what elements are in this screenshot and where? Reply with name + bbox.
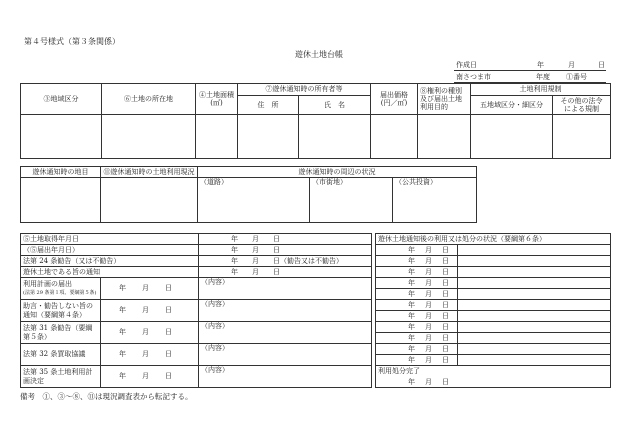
month-unit: 月 (142, 284, 149, 293)
notification-date-cell[interactable] (199, 245, 372, 256)
advice-content-cell[interactable] (199, 300, 372, 322)
month-unit: 月 (425, 300, 432, 309)
day-unit: 日 (442, 355, 449, 364)
public-label: （公共投資） (395, 178, 437, 186)
year-unit: 年 (408, 311, 415, 320)
table-row (376, 300, 611, 311)
table-row (21, 245, 372, 256)
date-underline (454, 70, 606, 71)
month-unit: 月 (425, 267, 432, 276)
disposal-detail-cell[interactable] (458, 278, 611, 289)
rights-cell[interactable] (418, 115, 471, 159)
year-unit: 年 (119, 350, 126, 359)
day-unit: 日 (442, 289, 449, 298)
day-unit: 日 (165, 306, 172, 315)
year-unit: 年 (408, 355, 415, 364)
month-unit: 月 (252, 267, 259, 276)
table-row (376, 289, 611, 300)
disposal-status-table (375, 233, 611, 388)
article31-content-cell[interactable] (199, 322, 372, 344)
procedure-table (20, 233, 372, 388)
disposal-detail-cell[interactable] (458, 300, 611, 311)
other-regulation-header (553, 96, 611, 115)
road-cell[interactable] (198, 178, 310, 223)
use-plan-sublabel: (法第 29 条第１項、要綱第５条) (23, 290, 97, 297)
created-month-unit: 月 (568, 61, 575, 69)
disposal-date-cell[interactable] (376, 322, 458, 333)
year-unit: 年 (119, 328, 126, 337)
day-unit: 日 (165, 372, 172, 381)
disposal-date-cell[interactable] (376, 267, 458, 278)
day-unit: 日 (442, 333, 449, 342)
disposal-date-cell[interactable] (376, 344, 458, 355)
disposal-detail-cell[interactable] (458, 355, 611, 366)
content-label: （内容） (201, 300, 229, 308)
road-label: （道路） (200, 178, 228, 186)
month-unit: 月 (425, 311, 432, 320)
month-unit: 月 (425, 322, 432, 331)
other-line-1: その他の法令 (560, 96, 603, 105)
year-unit: 年 (408, 256, 415, 265)
year-unit: 年 (231, 256, 238, 265)
notification-status-table (20, 166, 477, 223)
disposal-detail-cell[interactable] (458, 344, 611, 355)
use-plan-date-cell[interactable] (101, 278, 199, 300)
day-unit: 日 (165, 328, 172, 337)
month-unit: 月 (252, 256, 259, 265)
number-label: ①番号 (566, 73, 587, 81)
land-info-data-row (21, 115, 611, 159)
disposal-date-cell[interactable] (376, 300, 458, 311)
content-label: （内容） (201, 278, 229, 286)
article32-content-cell[interactable] (199, 344, 372, 366)
year-unit: 年 (408, 300, 415, 309)
table-row (376, 355, 611, 366)
month-unit: 月 (425, 377, 432, 386)
month-unit: 月 (425, 333, 432, 342)
day-unit: 日 (442, 267, 449, 276)
created-year-unit: 年 (537, 61, 544, 69)
other-line-2: による規制 (564, 105, 599, 113)
month-unit: 月 (142, 306, 149, 315)
table-row (21, 300, 372, 322)
disposal-detail-cell[interactable] (458, 256, 611, 267)
advice-label: 助言・勧告しない旨の通知（要綱第４条） (21, 300, 101, 322)
other-regulation-cell[interactable] (553, 115, 611, 159)
year-unit: 年 (408, 333, 415, 342)
disposal-detail-cell[interactable] (458, 245, 611, 256)
month-unit: 月 (425, 355, 432, 364)
day-unit: 日 (273, 267, 280, 276)
day-unit: 日 (442, 300, 449, 309)
recommendation-note: （勧告又は不勧告） (280, 256, 343, 265)
table-row (21, 366, 372, 388)
year-unit: 年 (408, 289, 415, 298)
month-unit: 月 (252, 234, 259, 243)
table-row (21, 278, 372, 300)
disposal-date-cell[interactable] (376, 289, 458, 300)
zone-header: 五地域区分・細区分 (471, 96, 553, 115)
year-unit: 年 (231, 245, 238, 254)
day-unit: 日 (273, 256, 280, 265)
day-unit: 日 (442, 256, 449, 265)
land-area-label: ④土地面積 (199, 90, 234, 99)
disposal-date-cell[interactable] (376, 333, 458, 344)
price-header (371, 84, 418, 115)
month-unit: 月 (142, 328, 149, 337)
use-plan-content-cell[interactable] (199, 278, 372, 300)
public-cell[interactable] (393, 178, 477, 223)
day-unit: 日 (165, 284, 172, 293)
fiscal-year-label: 年度 (536, 73, 550, 81)
disposal-header: 遊休土地通知後の利用又は処分の状況（要綱第６条） (376, 234, 611, 245)
table-row (376, 311, 611, 322)
day-unit: 日 (165, 350, 172, 359)
address-cell[interactable] (238, 115, 299, 159)
article32-date-cell[interactable] (101, 344, 199, 366)
rights-line-1: ⑧権利の種別 (420, 86, 462, 95)
idle-notice-label: 遊休土地である旨の通知 (21, 267, 199, 278)
month-unit: 月 (425, 256, 432, 265)
land-type-cell[interactable] (21, 178, 101, 223)
disposal-date-cell[interactable] (376, 245, 458, 256)
location-header: ⑥土地の所在地 (102, 84, 196, 115)
land-info-table (20, 83, 611, 159)
table-row (376, 278, 611, 289)
year-unit: 年 (408, 278, 415, 287)
year-unit: 年 (119, 284, 126, 293)
land-area-unit: (㎡) (210, 99, 223, 107)
footnote: 備考 ①、③～⑧、⑪は現況調査表から転記する。 (20, 392, 193, 401)
table-row (376, 245, 611, 256)
month-unit: 月 (142, 350, 149, 359)
rights-line-3: 利用目的 (420, 103, 448, 112)
day-unit: 日 (442, 344, 449, 353)
zone-cell[interactable] (471, 115, 553, 159)
idle-notice-cell[interactable] (199, 267, 372, 278)
use-status-header: ⑪遊休通知時の土地利用現況 (101, 167, 198, 178)
rights-line-2: 及び届出土地 (420, 94, 462, 103)
month-unit: 月 (142, 372, 149, 381)
urban-cell[interactable] (310, 178, 393, 223)
name-header: 氏 名 (299, 96, 371, 115)
surroundings-header: 遊休通知時の周辺の状況 (198, 167, 477, 178)
year-unit: 年 (408, 267, 415, 276)
day-unit: 日 (273, 245, 280, 254)
disposal-detail-cell[interactable] (458, 311, 611, 322)
table-row (376, 344, 611, 355)
disposal-detail-cell[interactable] (458, 289, 611, 300)
table-row (376, 377, 611, 388)
table-row (376, 322, 611, 333)
year-unit: 年 (408, 377, 415, 386)
day-unit: 日 (442, 311, 449, 320)
disposal-detail-cell[interactable] (458, 267, 611, 278)
price-cell[interactable] (371, 115, 418, 159)
page-title: 遊休土地台帳 (295, 50, 343, 59)
area-class-header: ③地域区分 (21, 84, 102, 115)
article32-label: 法第 32 条買取協議 (21, 344, 101, 366)
table-row (21, 344, 372, 366)
use-status-cell[interactable] (101, 178, 198, 223)
day-unit: 日 (273, 234, 280, 243)
article31-label: 法第 31 条勧告（要綱第５条） (21, 322, 101, 344)
area-class-cell[interactable] (21, 115, 102, 159)
completion-label: 利用処分完了 (376, 366, 611, 377)
article24-cell[interactable] (199, 256, 372, 267)
month-unit: 月 (425, 344, 432, 353)
use-plan-label: 利用計画の届出 (23, 280, 72, 289)
land-area-header (196, 84, 238, 115)
created-label: 作成日 (456, 61, 477, 69)
content-label: （内容） (201, 322, 229, 330)
owner-group-header: ⑦遊休通知時の所有者等 (238, 84, 371, 96)
day-unit: 日 (442, 245, 449, 254)
land-area-cell[interactable] (196, 115, 238, 159)
disposal-detail-cell[interactable] (458, 322, 611, 333)
month-unit: 月 (425, 289, 432, 298)
disposal-date-cell[interactable] (376, 355, 458, 366)
table-row (376, 267, 611, 278)
table-row (376, 366, 611, 377)
year-unit: 年 (408, 245, 415, 254)
completion-date-cell[interactable] (376, 377, 611, 388)
table-row (21, 256, 372, 267)
price-unit: (円／㎡) (380, 99, 408, 107)
acquisition-date-label: ⑤土地取得年月日 (21, 234, 199, 245)
year-unit: 年 (231, 267, 238, 276)
advice-date-cell[interactable] (101, 300, 199, 322)
location-cell[interactable] (102, 115, 196, 159)
article35-content-cell[interactable] (199, 366, 372, 388)
day-unit: 日 (442, 278, 449, 287)
disposal-date-cell[interactable] (376, 256, 458, 267)
month-unit: 月 (252, 245, 259, 254)
article24-label: 法第 24 条勧告（又は不勧告） (21, 256, 199, 267)
article35-date-cell[interactable] (101, 366, 199, 388)
content-label: （内容） (201, 344, 229, 352)
year-unit: 年 (119, 372, 126, 381)
month-unit: 月 (425, 245, 432, 254)
name-cell[interactable] (299, 115, 371, 159)
table-row (376, 256, 611, 267)
disposal-date-cell[interactable] (376, 311, 458, 322)
plan-group-header: 土地利用規制 (471, 84, 611, 96)
article35-label: 法第 35 条土地利用計画決定 (21, 366, 101, 388)
rights-header (418, 84, 471, 115)
urban-label: （市街地） (312, 178, 347, 186)
year-unit: 年 (119, 306, 126, 315)
acquisition-date-cell[interactable] (199, 234, 372, 245)
disposal-detail-cell[interactable] (458, 333, 611, 344)
content-label: （内容） (201, 366, 229, 374)
created-day-unit: 日 (598, 61, 605, 69)
city-name: 南さつま市 (456, 73, 491, 81)
table-row (21, 267, 372, 278)
article31-date-cell[interactable] (101, 322, 199, 344)
disposal-date-cell[interactable] (376, 278, 458, 289)
table-row (21, 234, 372, 245)
day-unit: 日 (442, 322, 449, 331)
table-row (21, 322, 372, 344)
address-header: 住 所 (238, 96, 299, 115)
notification-date-label: （⑤届出年月日） (21, 245, 199, 256)
price-label: 届出価格 (380, 90, 408, 99)
table-row (376, 333, 611, 344)
day-unit: 日 (442, 377, 449, 386)
year-unit: 年 (231, 234, 238, 243)
year-unit: 年 (408, 344, 415, 353)
form-number: 第４号様式（第３条関係） (24, 37, 120, 46)
use-plan-label-cell (21, 278, 101, 300)
year-unit: 年 (408, 322, 415, 331)
land-type-header: 遊休通知時の地目 (21, 167, 101, 178)
month-unit: 月 (425, 278, 432, 287)
